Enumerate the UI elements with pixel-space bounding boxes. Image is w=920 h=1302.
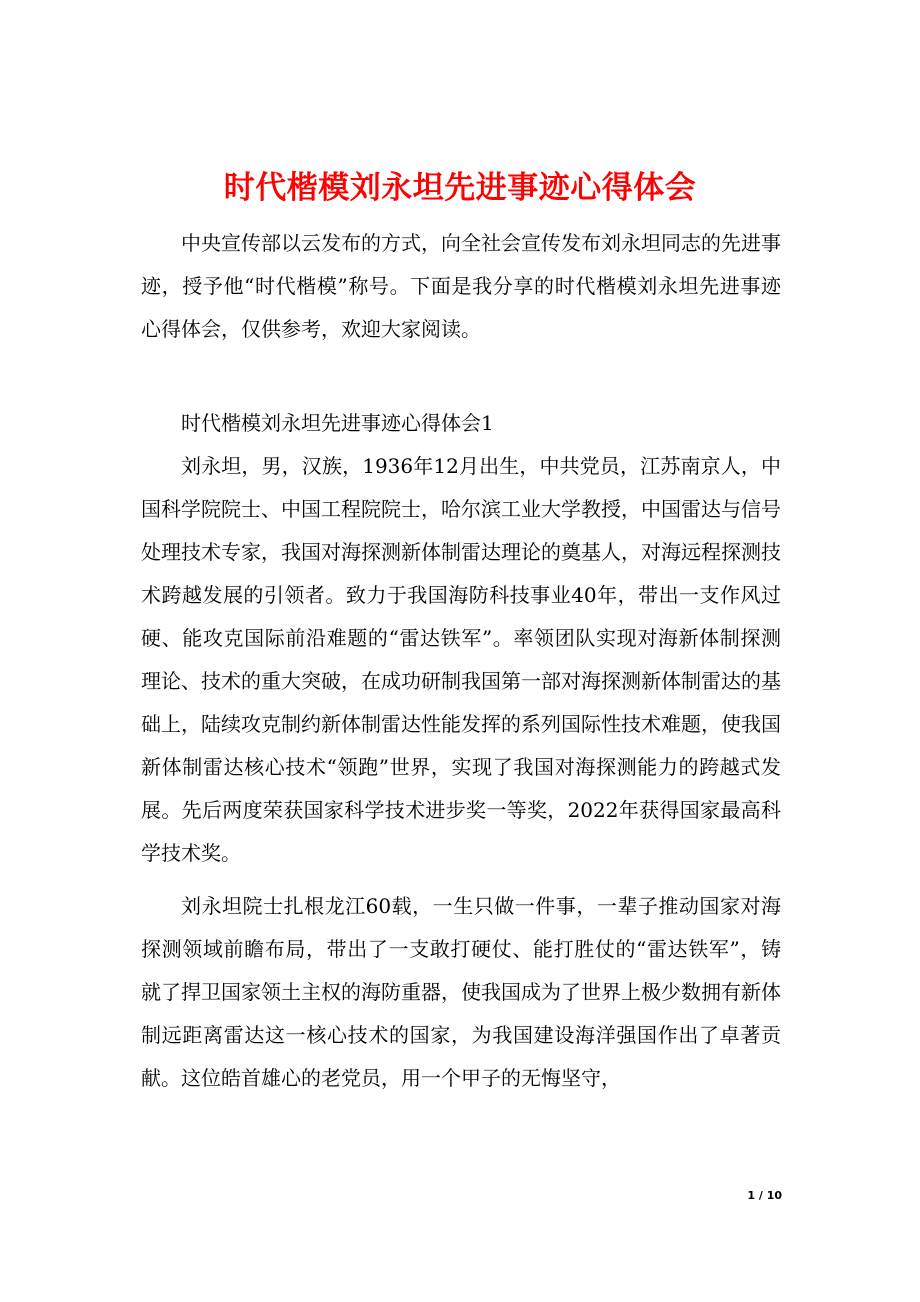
document-title: 时代楷模刘永坦先进事迹心得体会 [223,169,697,206]
section-heading: 时代楷模刘永坦先进事迹心得体会1 [181,411,494,435]
body-paragraph-2: 刘永坦院士扎根龙江60载，一生只做一件事，一辈子推动国家对海探测领域前瞻布局，带出了一支敢打硬仗、能打胜仗的“雷达铁军”，铸就了捍卫国家领土主权的海防重器，使我国成为了世界上极少数拥有新体制远距离雷达这一核心技术的国家，为我国建设海洋强国作出了卓著贡献。这位皓首雄心的老党员，用一个甲子的无悔坚守， [141,894,781,1090]
body-paragraph-1: 刘永坦，男，汉族，1936年12月出生，中共党员，江苏南京人，中国科学院院士、中国工程院院士，哈尔滨工业大学教授，中国雷达与信号处理技术专家，我国对海探测新体制雷达理论的奠基人，对海远程探测技术跨越发展的引领者。致力于我国海防科技事业40年，带出一支作风过硬、能攻克国际前沿难题的“雷达铁军”。率领团队实现对海新体制探测理论、技术的重大突破，在成功研制我国第一部对海探测新体制雷达的基础上，陆续攻克制约新体制雷达性能发挥的系列国际性技术难题，使我国新体制雷达核心技术“领跑”世界，实现了我国对海探测能力的跨越式发展。先后两度荣获国家科学技术进步奖一等奖，2022年获得国家最高科学技术奖。 [141,454,781,865]
page-number: 1 / 10 [747,1189,782,1202]
intro-paragraph: 中央宣传部以云发布的方式，向全社会宣传发布刘永坦同志的先进事迹，授予他“时代楷模”称号。下面是我分享的时代楷模刘永坦先进事迹心得体会，仅供参考，欢迎大家阅读。 [141,231,781,341]
spacer [141,875,781,885]
document-body [141,222,781,1100]
spacer [141,351,781,402]
